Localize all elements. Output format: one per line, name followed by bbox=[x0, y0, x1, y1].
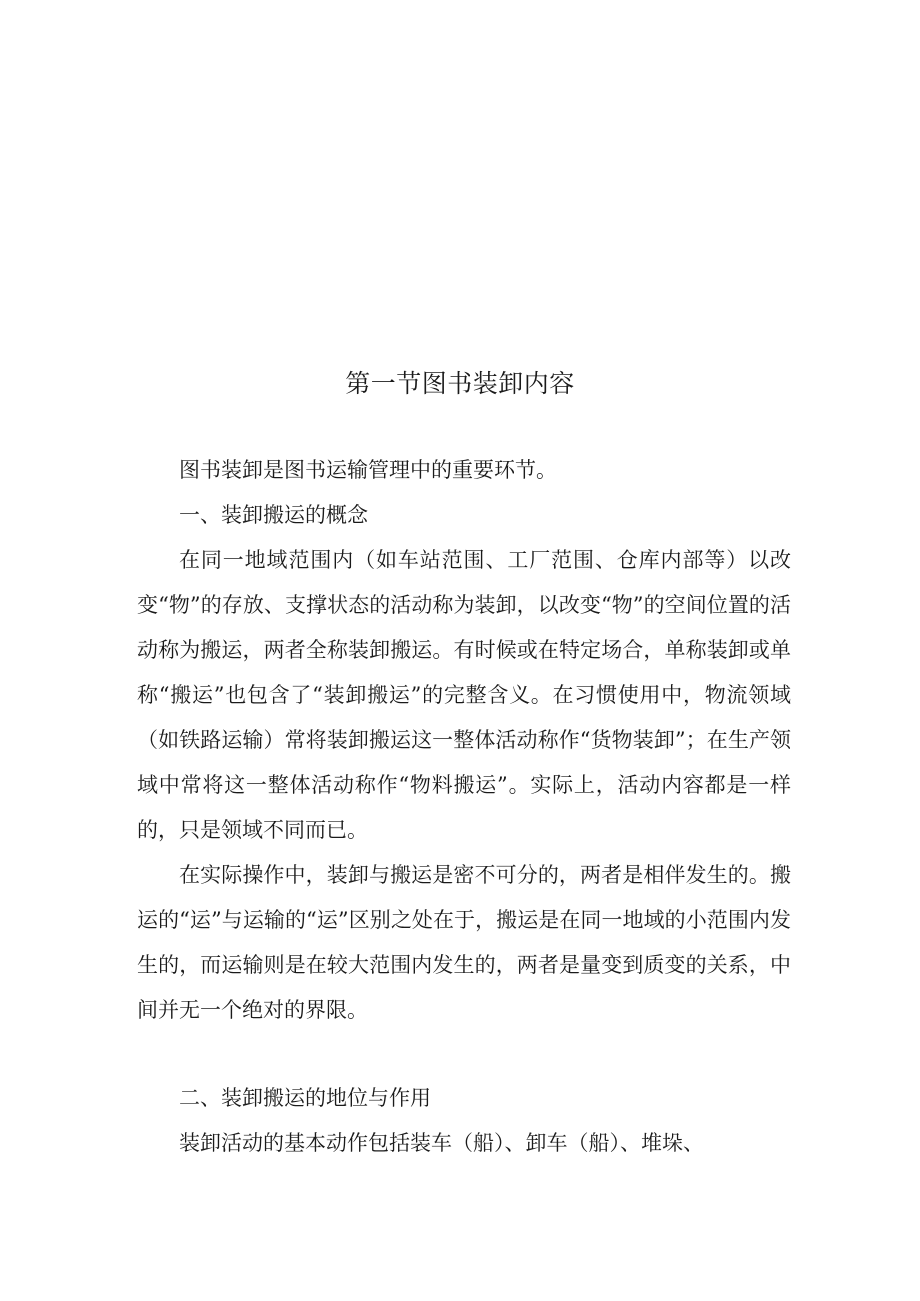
section-1-paragraph-2: 在实际操作中，装卸与搬运是密不可分的，两者是相伴发生的。搬运的“运”与运输的“运”区别之处在于，搬运是在同一地域的小范围内发生的，而运输则是在较大范围内发生的，两者是量变到质变的关系，中间并无一个绝对的界限。 bbox=[137, 863, 791, 1022]
section-1-paragraph-1: 在同一地域范围内（如车站范围、工厂范围、仓库内部等）以改变“物”的存放、支撑状态的活动称为装卸，以改变“物”的空间位置的活动称为搬运，两者全称装卸搬运。有时候或在特定场合，单称装卸或单称“搬运”也包含了“装卸搬运”的完整含义。在习惯使用中，物流领域（如铁路运输）常将装卸搬运这一整体活动称作“货物装卸”；在生产领域中常将这一整体活动称作“物料搬运”。实际上，活动内容都是一样的，只是领域不同而已。 bbox=[137, 548, 791, 842]
intro-block bbox=[137, 448, 791, 493]
page-title: 第一节图书装卸内容 bbox=[345, 369, 575, 398]
section-2-heading: 二、装卸搬运的地位与作用 bbox=[179, 1086, 431, 1110]
section-1-heading: 一、装卸搬运的概念 bbox=[179, 503, 368, 527]
section-2 bbox=[137, 1076, 791, 1166]
section-1 bbox=[137, 493, 791, 1033]
intro-paragraph: 图书装卸是图书运输管理中的重要环节。 bbox=[179, 458, 557, 482]
section-2-paragraph-1: 装卸活动的基本动作包括装车（船）、卸车（船）、堆垛、 bbox=[179, 1131, 704, 1155]
